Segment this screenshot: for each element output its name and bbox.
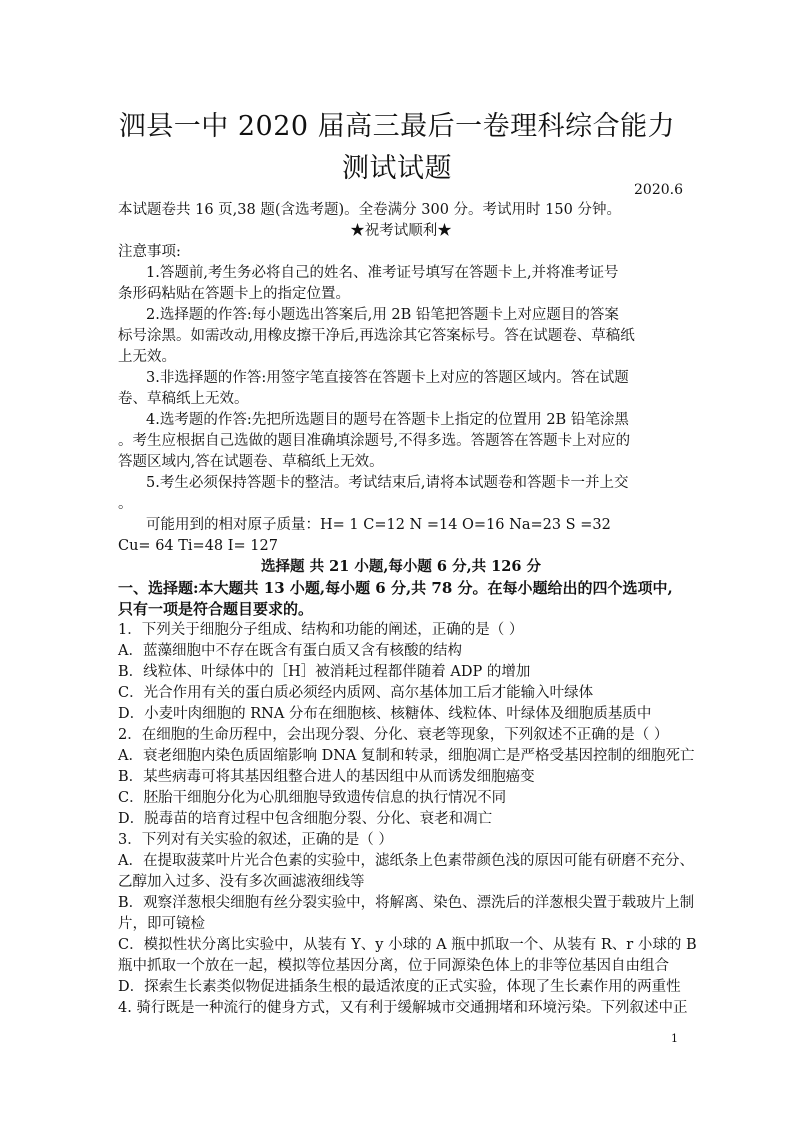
question-3-option-a-line2: 乙醇加入过多、没有多次画滤液细线等 [118, 874, 365, 890]
question-2-option-b: B．某些病毒可将其基因组整合进人的基因组中从而诱发细胞癌变 [118, 769, 535, 785]
question-1-option-d: D．小麦叶肉细胞的 RNA 分布在细胞核、核糖体、线粒体、叶绿体及细胞质基质中 [118, 706, 652, 722]
notice-heading: 注意事项: [118, 244, 181, 260]
question-3-option-c-line1: C．模拟性状分离比实验中，从装有 Y、y 小球的 A 瓶中抓取一个、从装有 R、r 小球的 B [118, 937, 697, 953]
notice-3-line1: 3.非选择题的作答:用签字笔直接答在答题卡上对应的答题区域内。答在试题 [146, 370, 629, 386]
question-1: 1．下列关于细胞分子组成、结构和功能的阐述，正确的是（ ） [118, 622, 524, 638]
notice-4-line2: 。考生应根据自己选做的题目准确填涂题号,不得多选。答题答在答题卡上对应的 [118, 433, 631, 449]
question-2-option-d: D．脱毒苗的培育过程中包含细胞分裂、分化、衰老和凋亡 [118, 811, 493, 827]
notice-4-line1: 4.选考题的作答:先把所选题目的题号在答题卡上指定的位置用 2B 铅笔涂黑 [146, 412, 629, 428]
page-number: 1 [671, 1032, 678, 1045]
part1-heading-line2: 只有一项是符合题目要求的。 [118, 600, 314, 618]
section-title: 选择题 共 21 小题,每小题 6 分,共 126 分 [261, 558, 541, 575]
notice-2-line2: 标号涂黑。如需改动,用橡皮擦干净后,再选涂其它答案标号。答在试题卷、草稿纸 [118, 328, 635, 344]
question-3-option-a-line1: A．在提取菠菜叶片光合色素的实验中，滤纸条上色素带颜色浅的原因可能有研磨不充分、 [118, 853, 694, 869]
atomic-masses-line2: Cu= 64 Ti=48 I= 127 [118, 538, 278, 554]
question-3-option-b-line2: 片，即可镜检 [118, 916, 205, 932]
exam-date: 2020.6 [634, 182, 683, 198]
exam-title-line2: 测试试题 [342, 153, 452, 184]
question-2-option-c: C．胚胎干细胞分化为心肌细胞导致遗传信息的执行情况不同 [118, 790, 507, 806]
notice-4-line3: 答题区域内,答在试题卷、草稿纸上无效。 [118, 454, 384, 470]
notice-1-line2: 条形码粘贴在答题卡上的指定位置。 [118, 286, 350, 302]
notice-5-line2: 。 [118, 496, 133, 512]
part1-heading-line1: 一、选择题:本大题共 13 小题,每小题 6 分,共 78 分。在每小题给出的四个选项中, [118, 579, 673, 597]
question-3: 3．下列对有关实验的叙述，正确的是（ ） [118, 832, 393, 848]
question-1-option-c: C．光合作用有关的蛋白质必须经内质网、高尔基体加工后才能输入叶绿体 [118, 685, 594, 701]
good-luck-line: ★祝考试顺利★ [350, 223, 452, 239]
question-4: 4. 骑行既是一种流行的健身方式，又有利于缓解城市交通拥堵和环境污染。下列叙述中正 [118, 1000, 688, 1016]
question-3-option-b-line1: B．观察洋葱根尖细胞有丝分裂实验中，将解离、染色、漂洗后的洋葱根尖置于载玻片上制 [118, 895, 695, 911]
question-1-option-b: B．线粒体、叶绿体中的［H］被消耗过程都伴随着 ADP 的增加 [118, 664, 531, 680]
notice-1-line1: 1.答题前,考生务必将自己的姓名、准考证号填写在答题卡上,并将准考证号 [146, 265, 619, 281]
question-1-option-a: A．蓝藻细胞中不存在既含有蛋白质又含有核酸的结构 [118, 643, 462, 659]
question-3-option-c-line2: 瓶中抓取一个放在一起，模拟等位基因分离，位于同源染色体上的非等位基因自由组合 [118, 958, 669, 974]
notice-5-line1: 5.考生必须保持答题卡的整洁。考试结束后,请将本试题卷和答题卡一并上交 [146, 475, 629, 491]
atomic-masses-line1: 可能用到的相对原子质量：H= 1 C=12 N =14 O=16 Na=23 S =32 [146, 517, 611, 533]
notice-2-line3: 上无效。 [118, 349, 176, 365]
question-2-option-a: A．衰老细胞内染色质固缩影响 DNA 复制和转录，细胞凋亡是严格受基因控制的细胞死亡 [118, 748, 695, 764]
exam-title-line1: 泗县一中 2020 届高三最后一卷理科综合能力 [118, 111, 676, 142]
question-3-option-d: D．探索生长素类似物促进插条生根的最适浓度的正式实验，体现了生长素作用的两重性 [118, 979, 681, 995]
question-2: 2．在细胞的生命历程中，会出现分裂、分化、衰老等现象，下列叙述不正确的是（ ） [118, 727, 669, 743]
exam-intro: 本试题卷共 16 页,38 题(含选考题)。全卷满分 300 分。考试用时 150 分钟。 [118, 202, 621, 218]
notice-2-line1: 2.选择题的作答:每小题选出答案后,用 2B 铅笔把答题卡上对应题目的答案 [146, 307, 619, 323]
notice-3-line2: 卷、草稿纸上无效。 [118, 391, 249, 407]
